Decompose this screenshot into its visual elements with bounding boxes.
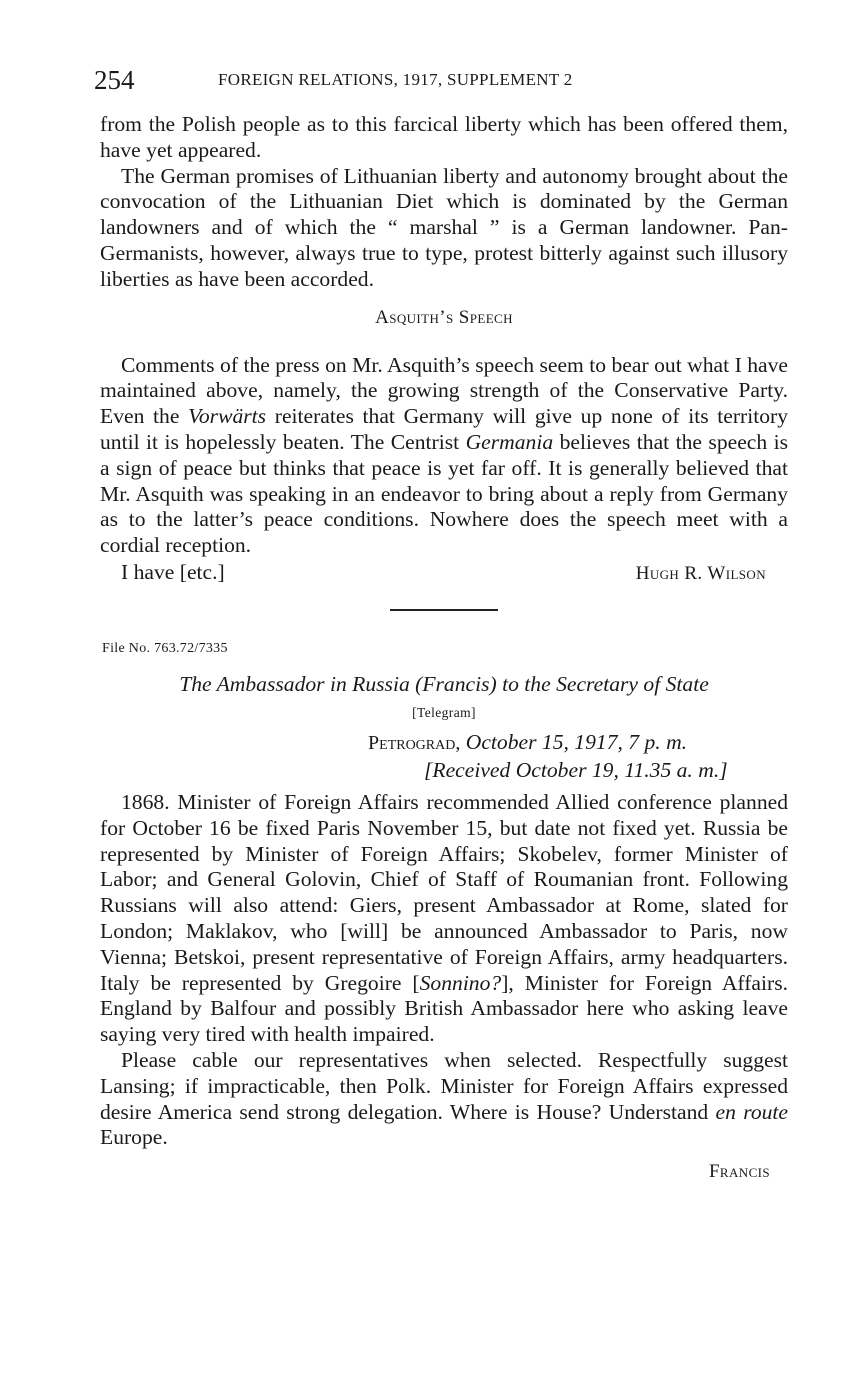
paragraph-cable-request bbox=[100, 1048, 788, 1151]
asquith-text-a: Comments of the press on Mr. Asquith’s speech seem to bear out what I have maintained above, namely, the growing strength of the Conservative Party. Even the bbox=[100, 352, 788, 429]
signoff-line bbox=[100, 559, 788, 587]
cable-text-b: Europe. bbox=[100, 1125, 168, 1150]
file-number: File No. 763.72/7335 bbox=[102, 640, 228, 656]
dateline bbox=[368, 729, 788, 757]
running-head bbox=[94, 62, 788, 98]
cable-text-a: Please cable our representatives when selected. Respectfully suggest Lansing; if impracticable, then Polk. Minister for Foreign Affairs expressed desire America send strong delegation. Where is House? Understand bbox=[100, 1047, 788, 1124]
document-page bbox=[94, 62, 789, 1183]
closing-phrase: I have [etc.] bbox=[121, 559, 225, 584]
asquith-text-c: believes that the speech is a sign of peace but thinks that peace is yet far off. It is generally believed that Mr. Asquith was speaking in an endeavor to bring about a reply from Germany as to the latter’s peace conditions. Nowhere does the speech meet with a cordial reception. bbox=[100, 429, 789, 558]
dateline-place: Petrograd, bbox=[368, 731, 461, 754]
paragraph-polish-liberty: from the Polish people as to this farcical liberty which has been offered them, have yet appeared. bbox=[100, 112, 788, 162]
telegram-text-b: ], Minister for Foreign Affairs. England by Balfour and possibly British Ambassador here who asking leave saying very tired with health impaired. bbox=[100, 970, 788, 1047]
en-route-phrase: en route bbox=[715, 1099, 788, 1124]
page-number: 254 bbox=[94, 65, 135, 95]
vorwarts-title: Vorwärts bbox=[188, 404, 267, 429]
document-kind: [Telegram] bbox=[412, 704, 476, 720]
paragraph-telegram-1868 bbox=[100, 790, 788, 1048]
paragraph-asquith-speech bbox=[100, 353, 788, 559]
received-line: [Received October 19, 11.35 a. m.] bbox=[424, 757, 728, 782]
sonnino-note: Sonnino? bbox=[419, 970, 502, 995]
germania-title: Germania bbox=[465, 429, 554, 454]
asquith-text-b: reiterates that Germany will give up none of its territory until it is hopelessly beaten. The Centrist bbox=[100, 404, 789, 454]
paragraph-lithuanian-diet: The German promises of Lithuanian liberty and autonomy brought about the convocation of the Lithuanian Diet which is dominated by the German landowners and of which the “ marshal ” is a German landowner. Pan-Germanists, however, always true to type, protest bitterly against such illusory liberties as have been accorded. bbox=[100, 163, 788, 291]
document-title: The Ambassador in Russia (Francis) to the Secretary of State bbox=[179, 671, 709, 696]
section-divider bbox=[390, 609, 498, 611]
signature-francis: Francis bbox=[708, 1161, 770, 1183]
telegram-text-a: 1868. Minister of Foreign Affairs recommended Allied conference planned for October 16 be fixed Paris November 15, but date not fixed yet. Russia be represented by Minister of Foreign Affairs; Skobelev, former Minister of Labor; and General Golovin, Chief of Staff of Roumanian front. Following Russians will also attend: Giers, present Ambassador at Rome, slated for London; Maklakov, who [will] be announced Ambassador to Paris, now Vienna; Betskoi, present representative of Foreign Affairs, army headquarters. Italy be represented by Gregoire [ bbox=[100, 789, 788, 995]
signature-wilson: Hugh R. Wilson bbox=[635, 562, 766, 584]
dateline-date: October 15, 1917, 7 p. m. bbox=[465, 729, 688, 754]
running-title: FOREIGN RELATIONS, 1917, SUPPLEMENT 2 bbox=[218, 70, 573, 89]
section-heading-asquith: Asquith’s Speech bbox=[375, 306, 513, 328]
